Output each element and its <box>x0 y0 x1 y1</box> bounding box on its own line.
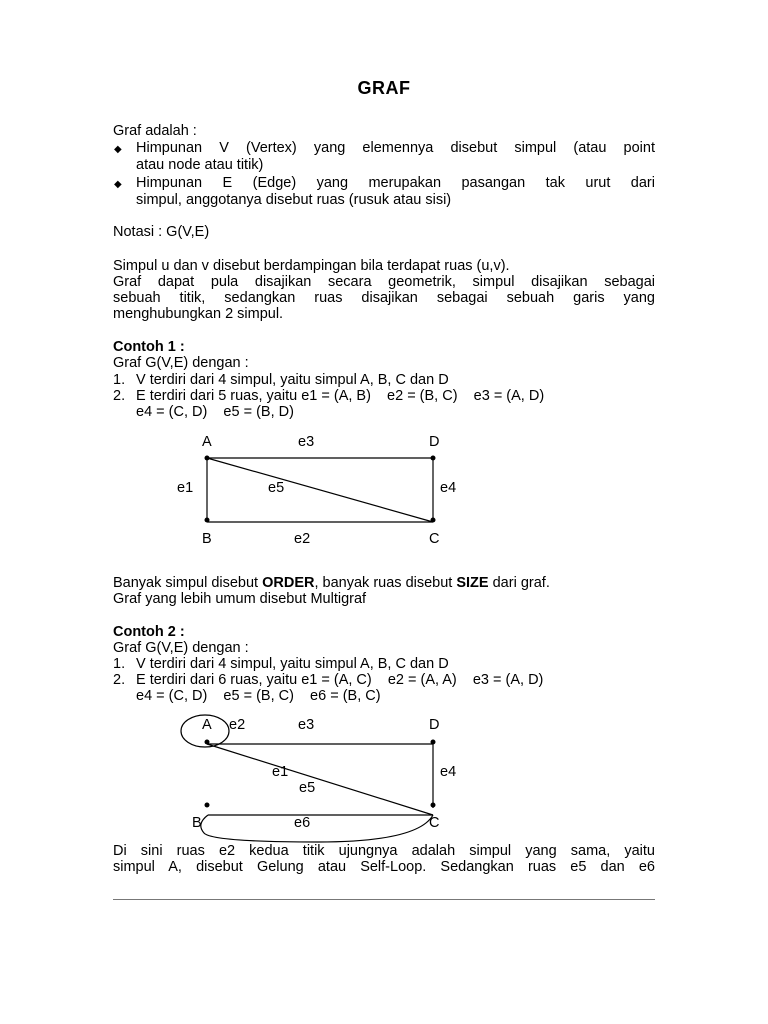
para3-line-1: Di sini ruas e2 kedua titik ujungnya adalah simpul yang sama, yaitu <box>113 843 655 859</box>
edge-label-e3: e3 <box>298 717 315 733</box>
notation: Notasi : G(V,E) <box>113 224 210 240</box>
item-number: 1. <box>113 372 126 388</box>
item-text: V terdiri dari 4 simpul, yaitu simpul A, B, C dan D <box>136 372 449 388</box>
bullet-2-line-1: Himpunan E (Edge) yang merupakan pasangan tak urut dari <box>136 175 655 191</box>
item-number: 2. <box>113 672 126 688</box>
edge-label-e2: e2 <box>229 717 246 733</box>
example1-item-2-cont: e4 = (C, D) e5 = (B, D) <box>136 404 294 420</box>
vertex-label-c: C <box>429 815 440 831</box>
para3-line-2: simpul A, disebut Gelung atau Self-Loop. Sedangkan ruas e5 dan e6 <box>113 859 655 875</box>
vertex-b-dot <box>205 803 210 808</box>
bullet-diamond-icon: ◆ <box>114 144 122 155</box>
edge-label-e3: e3 <box>298 434 315 450</box>
para2-pre: Banyak simpul disebut <box>113 575 263 591</box>
vertex-label-d: D <box>429 717 440 733</box>
example2-item-2-cont: e4 = (C, D) e5 = (B, C) e6 = (B, C) <box>136 688 381 704</box>
order-term: ORDER <box>262 575 315 591</box>
item-text: E terdiri dari 5 ruas, yaitu e1 = (A, B) e2 = (B, C) e3 = (A, D) <box>136 388 545 404</box>
vertex-label-b: B <box>192 815 202 831</box>
para1-line-4: menghubungkan 2 simpul. <box>113 306 284 322</box>
edge-label-e4: e4 <box>440 764 457 780</box>
example2-graph-line: Graf G(V,E) dengan : <box>113 640 249 656</box>
edge-e1 <box>207 744 433 815</box>
example1-graph-line: Graf G(V,E) dengan : <box>113 355 249 371</box>
para2-post: dari graf. <box>488 575 550 591</box>
page-title: GRAF <box>357 78 411 98</box>
vertex-label-d: D <box>429 434 440 450</box>
edge-label-e5: e5 <box>268 480 285 496</box>
vertex-d-dot <box>431 740 436 745</box>
example1-heading: Contoh 1 : <box>113 339 185 355</box>
edge-label-e2: e2 <box>294 531 311 547</box>
bullet-1-line-2: atau node atau titik) <box>136 157 264 173</box>
vertex-label-b: B <box>202 531 212 547</box>
para1-line-1: Simpul u dan v disebut berdampingan bila terdapat ruas (u,v). <box>113 258 510 274</box>
para2-mid: , banyak ruas disebut <box>314 575 457 591</box>
para1-line-2: Graf dapat pula disajikan secara geometrik, simpul disajikan sebagai <box>113 274 655 290</box>
bullet-diamond-icon: ◆ <box>114 179 122 190</box>
edge-e6 <box>201 815 433 842</box>
edge-label-e6: e6 <box>294 815 311 831</box>
item-number: 1. <box>113 656 126 672</box>
page-divider <box>113 899 655 900</box>
edge-label-e1: e1 <box>177 480 194 496</box>
vertex-c-dot <box>431 803 436 808</box>
example2-heading: Contoh 2 : <box>113 624 185 640</box>
item-number: 2. <box>113 388 126 404</box>
bullet-1-line-1: Himpunan V (Vertex) yang elemennya disebut simpul (atau point <box>136 140 655 156</box>
para1-line-3: sebuah titik, sedangkan ruas disajikan sebagai sebuah garis yang <box>113 290 655 306</box>
item-text: E terdiri dari 6 ruas, yaitu e1 = (A, C) e2 = (A, A) e3 = (A, D) <box>136 672 544 688</box>
vertex-label-a: A <box>202 717 212 733</box>
bullet-2-line-2: simpul, anggotanya disebut ruas (rusuk atau sisi) <box>136 192 452 208</box>
edge-label-e4: e4 <box>440 480 457 496</box>
size-term: SIZE <box>456 575 489 591</box>
item-text: V terdiri dari 4 simpul, yaitu simpul A, B, C dan D <box>136 656 449 672</box>
edge-label-e5: e5 <box>299 780 316 796</box>
vertex-label-a: A <box>202 434 212 450</box>
vertex-a-dot <box>205 740 210 745</box>
edge-label-e1: e1 <box>272 764 289 780</box>
para2-line-2: Graf yang lebih umum disebut Multigraf <box>113 591 367 607</box>
intro-lead: Graf adalah : <box>113 123 197 139</box>
vertex-label-c: C <box>429 531 440 547</box>
